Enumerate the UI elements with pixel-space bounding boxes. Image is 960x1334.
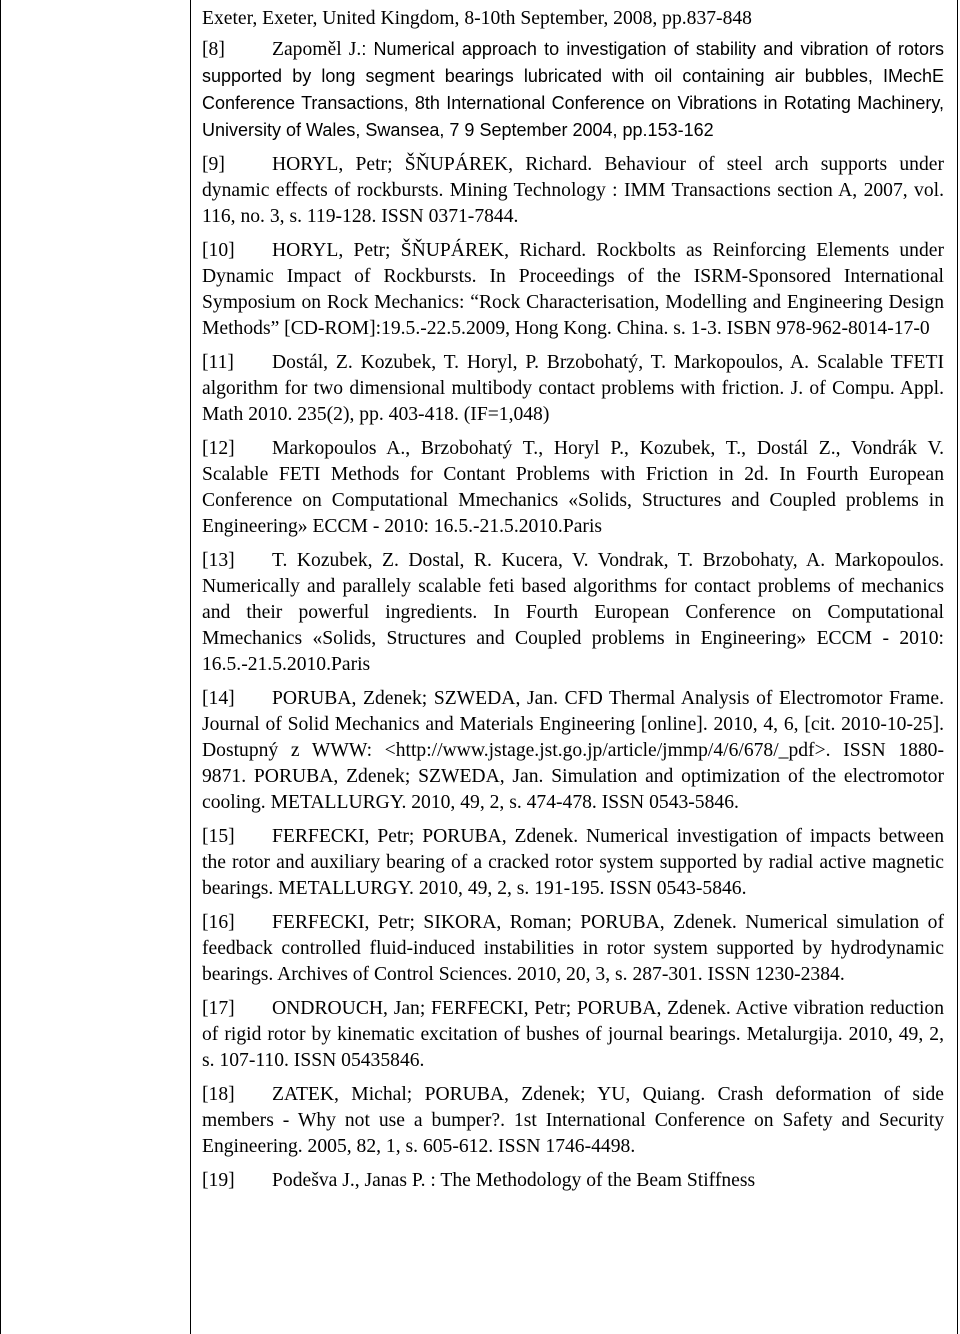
reference-text: FERFECKI, Petr; SIKORA, Roman; PORUBA, Zdenek. Numerical simulation of feedback controlled fluid-induced instabilities in rotor system supported by hydrodynamic bearings. Archives of Control Sciences. 2010, 20, 3, s. 287-301. ISSN 1230-2384.	[202, 912, 944, 985]
reference-text: PORUBA, Zdenek; SZWEDA, Jan. CFD Thermal Analysis of Electromotor Frame. Journal of Solid Mechanics and Materials Engineering [online]. 2010, 4, 6, [cit. 2010-10-25]. Dostupný z WWW: <http://www.jstage.jst.go.jp/article/jmmp/4/6/678/_pdf>. ISSN 1880-9871. PORUBA, Zdenek; SZWEDA, Jan. Simulation and optimization of the electromotor cooling. METALLURGY. 2010, 49, 2, s. 474-478. ISSN 0543-5846.	[202, 688, 944, 813]
references-list	[202, 6, 944, 1202]
reference-text: : Numerical approach to investigation of stability and vibration of rotors supported by long segment bearings lubricated with oil containing air bubbles, IMechE Conference Transactions, 8th International Conference on Vibrations in Rotating Machinery, University of Wales, Swansea, 7 9 September 2004, pp.153-162	[202, 39, 944, 140]
reference-author: Zapoměl J.	[272, 39, 362, 60]
table-border-left	[0, 0, 1, 1334]
reference-text: Dostál, Z. Kozubek, T. Horyl, P. Brzobohatý, T. Markopoulos, A. Scalable TFETI algorithm for two dimensional multibody contact problems with friction. J. of Compu. Appl. Math 2010. 235(2), pp. 403-418. (IF=1,048)	[202, 352, 944, 425]
reference-12	[202, 436, 944, 540]
reference-15	[202, 824, 944, 902]
reference-number: [13]	[202, 550, 235, 571]
reference-number: [18]	[202, 1084, 235, 1105]
reference-8	[202, 36, 944, 144]
reference-17	[202, 996, 944, 1074]
reference-number: [11]	[202, 352, 234, 373]
table-border-right	[957, 0, 958, 1334]
reference-number: [10]	[202, 240, 235, 261]
reference-text: Markopoulos A., Brzobohatý T., Horyl P., Kozubek, T., Dostál Z., Vondrák V. Scalable FETI Methods for Contant Problems with Friction in 2d. In Fourth European Conference on Computational Mmechanics «Solids, Structures and Coupled problems in Engineering» ECCM - 2010: 16.5.-21.5.2010.Paris	[202, 438, 944, 537]
reference-16	[202, 910, 944, 988]
reference-text: HORYL, Petr; ŠŇUPÁREK, Richard. Rockbolts as Reinforcing Elements under Dynamic Impact of Rockbursts. In Proceedings of the ISRM-Sponsored International Symposium on Rock Mechanics: “Rock Characterisation, Modelling and Engineering Design Methods” [CD-ROM]:19.5.-22.5.2009, Hong Kong. China. s. 1-3. ISBN 978-962-8014-17-0	[202, 240, 944, 339]
reference-number: [8]	[202, 39, 225, 60]
reference-14	[202, 686, 944, 816]
reference-text: ONDROUCH, Jan; FERFECKI, Petr; PORUBA, Zdenek. Active vibration reduction of rigid rotor by kinematic excitation of bushes of journal bearings. Metalurgija. 2010, 49, 2, s. 107-110. ISSN 05435846.	[202, 998, 944, 1071]
reference-text: Podešva J., Janas P. : The Methodology of the Beam Stiffness	[272, 1170, 756, 1191]
reference-text: FERFECKI, Petr; PORUBA, Zdenek. Numerical investigation of impacts between the rotor and auxiliary bearing of a cracked rotor system supported by radial active magnetic bearings. METALLURGY. 2010, 49, 2, s. 191-195. ISSN 0543-5846.	[202, 826, 944, 899]
reference-number: [14]	[202, 688, 235, 709]
reference-number: [15]	[202, 826, 235, 847]
reference-13	[202, 548, 944, 678]
reference-19	[202, 1168, 944, 1194]
table-column-divider	[190, 0, 191, 1334]
reference-9	[202, 152, 944, 230]
reference-number: [19]	[202, 1170, 235, 1191]
reference-text: ZATEK, Michal; PORUBA, Zdenek; YU, Quiang. Crash deformation of side members - Why not use a bumper?. 1st International Conference on Safety and Security Engineering. 2005, 82, 1, s. 605-612. ISSN 1746-4498.	[202, 1084, 944, 1157]
reference-10	[202, 238, 944, 342]
reference-number: [16]	[202, 912, 235, 933]
reference-11	[202, 350, 944, 428]
reference-text: HORYL, Petr; ŠŇUPÁREK, Richard. Behaviour of steel arch supports under dynamic effects of rockbursts. Mining Technology : IMM Transactions section A, 2007, vol. 116, no. 3, s. 119-128. ISSN 0371-7844.	[202, 154, 944, 227]
reference-text: T. Kozubek, Z. Dostal, R. Kucera, V. Vondrak, T. Brzobohaty, A. Markopoulos. Numerically and parallely scalable feti based algorithms for contact problems of mechanics and their powerful ingredients. In Fourth European Conference on Computational Mmechanics «Solids, Structures and Coupled problems in Engineering» ECCM - 2010: 16.5.-21.5.2010.Paris	[202, 550, 944, 675]
reference-number: [17]	[202, 998, 235, 1019]
reference-number: [9]	[202, 154, 225, 175]
reference-7-tail: Exeter, Exeter, United Kingdom, 8-10th September, 2008, pp.837-848	[202, 8, 752, 29]
reference-18	[202, 1082, 944, 1160]
reference-number: [12]	[202, 438, 235, 459]
